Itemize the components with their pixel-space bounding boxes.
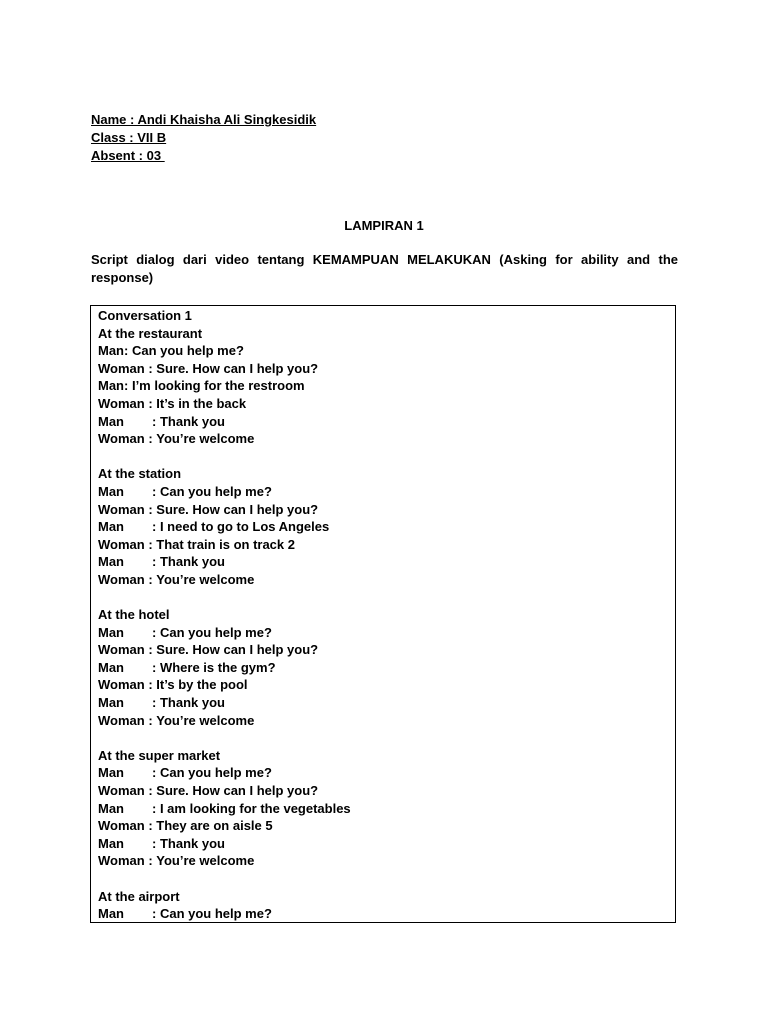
dialog-separator: : [144, 395, 157, 411]
dialog-separator: : [144, 431, 157, 447]
dialog-speaker: Man [98, 800, 124, 816]
dialog-line [98, 395, 675, 413]
dialog-text: I am looking for the vegetables [159, 800, 351, 816]
dialog-text: Sure. How can I help you? [156, 360, 319, 376]
dialog-separator: : [144, 536, 157, 552]
dialog-text: Thank you [159, 554, 225, 570]
dialog-separator: : [152, 659, 160, 675]
document-title: LAMPIRAN 1 [344, 218, 424, 233]
dialog-separator: : [144, 360, 157, 376]
dialog-separator: : [152, 765, 160, 781]
dialog-separator: : [152, 800, 160, 816]
dialog-separator: : [152, 695, 160, 711]
dialog-line [98, 800, 675, 818]
dialog-text: You’re welcome [156, 431, 255, 447]
dialog-line [98, 501, 675, 519]
intro-paragraph: Script dialog dari video tentang KEMAMPUAN MELAKUKAN (Asking for ability and the response) [91, 252, 678, 285]
dialog-speaker: Man [98, 906, 124, 922]
scene-heading: At the station [98, 466, 182, 482]
dialog-speaker: Woman [98, 712, 145, 728]
dialog-speaker: Woman [98, 642, 145, 658]
dialog-speaker: Man [98, 554, 124, 570]
dialog-text: It’s by the pool [156, 677, 248, 693]
dialog-speaker: Man [98, 378, 124, 394]
dialog-speaker: Man [98, 483, 124, 499]
dialog-line [98, 712, 675, 730]
dialog-scene [98, 888, 675, 923]
dialog-speaker: Woman [98, 677, 145, 693]
dialog-separator: : [144, 853, 157, 869]
scene-heading: At the super market [98, 747, 221, 763]
dialog-text: I’m looking for the restroom [131, 378, 305, 394]
dialog-line [98, 694, 675, 712]
dialog-separator: : [152, 906, 160, 922]
dialog-separator: : [152, 413, 160, 429]
dialog-text: Where is the gym? [159, 659, 276, 675]
dialog-separator: : [152, 835, 160, 851]
dialog-line [98, 571, 675, 589]
dialog-line [98, 360, 675, 378]
dialog-speaker: Man [98, 765, 124, 781]
dialog-line [98, 905, 675, 923]
dialog-line [98, 624, 675, 642]
dialog-speaker: Woman [98, 853, 145, 869]
dialog-separator: : [152, 554, 160, 570]
dialog-line [98, 377, 675, 395]
conversation-label: Conversation 1 [98, 308, 192, 323]
student-info [91, 111, 316, 165]
dialog-text: You’re welcome [156, 571, 255, 587]
dialog-text: Can you help me? [159, 483, 272, 499]
dialog-text: You’re welcome [156, 853, 255, 869]
dialog-scene [98, 747, 675, 870]
dialog-line [98, 852, 675, 870]
dialog-separator: : [144, 642, 157, 658]
scene-heading: At the restaurant [98, 325, 203, 341]
dialog-speaker: Man [98, 695, 124, 711]
student-class-line: Class : VII B [91, 130, 167, 145]
dialog-speaker: Man [98, 835, 124, 851]
dialog-text: Can you help me? [159, 765, 272, 781]
dialog-scene [98, 465, 675, 588]
dialog-scene [98, 606, 675, 729]
dialog-separator: : [144, 712, 157, 728]
dialog-text: Can you help me? [159, 624, 272, 640]
dialog-line [98, 483, 675, 501]
dialog-line [98, 641, 675, 659]
dialog-text: Thank you [159, 695, 225, 711]
dialog-text: Thank you [159, 413, 225, 429]
dialog-separator: : [144, 571, 157, 587]
dialog-text: Sure. How can I help you? [156, 501, 319, 517]
dialog-separator: : [144, 501, 157, 517]
dialog-speaker: Woman [98, 395, 145, 411]
dialog-speaker: Man [98, 659, 124, 675]
dialog-text: Can you help me? [159, 906, 272, 922]
dialog-line [98, 835, 675, 853]
dialog-separator: : [144, 783, 157, 799]
dialog-speaker: Man [98, 519, 124, 535]
dialog-speaker: Woman [98, 536, 145, 552]
dialog-line [98, 817, 675, 835]
dialog-separator: : [144, 818, 157, 834]
dialog-text: Sure. How can I help you? [156, 783, 319, 799]
scene-heading: At the hotel [98, 607, 170, 623]
dialog-separator: : [152, 519, 160, 535]
dialog-line [98, 413, 675, 431]
dialog-separator: : [152, 624, 160, 640]
student-name-line: Name : Andi Khaisha Ali Singkesidik [91, 112, 317, 127]
dialog-line [98, 536, 675, 554]
dialog-separator: : [124, 343, 132, 359]
dialog-speaker: Woman [98, 431, 145, 447]
dialog-line [98, 553, 675, 571]
dialog-line [98, 659, 675, 677]
dialog-separator: : [152, 483, 160, 499]
dialog-line [98, 764, 675, 782]
dialog-text: I need to go to Los Angeles [159, 519, 330, 535]
document-title-wrap [0, 217, 768, 235]
dialog-separator: : [144, 677, 157, 693]
dialog-speaker: Woman [98, 783, 145, 799]
dialog-text: You’re welcome [156, 712, 255, 728]
dialog-text: They are on aisle 5 [156, 818, 273, 834]
dialog-speaker: Woman [98, 360, 145, 376]
dialog-text: Can you help me? [131, 343, 244, 359]
student-absent-line: Absent : 03 [91, 148, 165, 163]
dialog-speaker: Man [98, 624, 124, 640]
dialog-speaker: Woman [98, 818, 145, 834]
dialog-scenes [98, 325, 675, 923]
dialog-speaker: Man [98, 343, 124, 359]
dialog-line [98, 342, 675, 360]
dialog-line [98, 518, 675, 536]
dialog-speaker: Woman [98, 501, 145, 517]
dialog-line [98, 676, 675, 694]
dialog-line [98, 430, 675, 448]
scene-heading: At the airport [98, 888, 180, 904]
dialog-scene [98, 325, 675, 448]
dialog-line [98, 782, 675, 800]
dialog-text: Sure. How can I help you? [156, 642, 319, 658]
dialog-separator: : [124, 378, 132, 394]
dialog-speaker: Man [98, 413, 124, 429]
dialog-text: It’s in the back [156, 395, 247, 411]
dialog-script-box [90, 305, 676, 923]
dialog-speaker: Woman [98, 571, 145, 587]
dialog-text: Thank you [159, 835, 225, 851]
dialog-text: That train is on track 2 [156, 536, 295, 552]
